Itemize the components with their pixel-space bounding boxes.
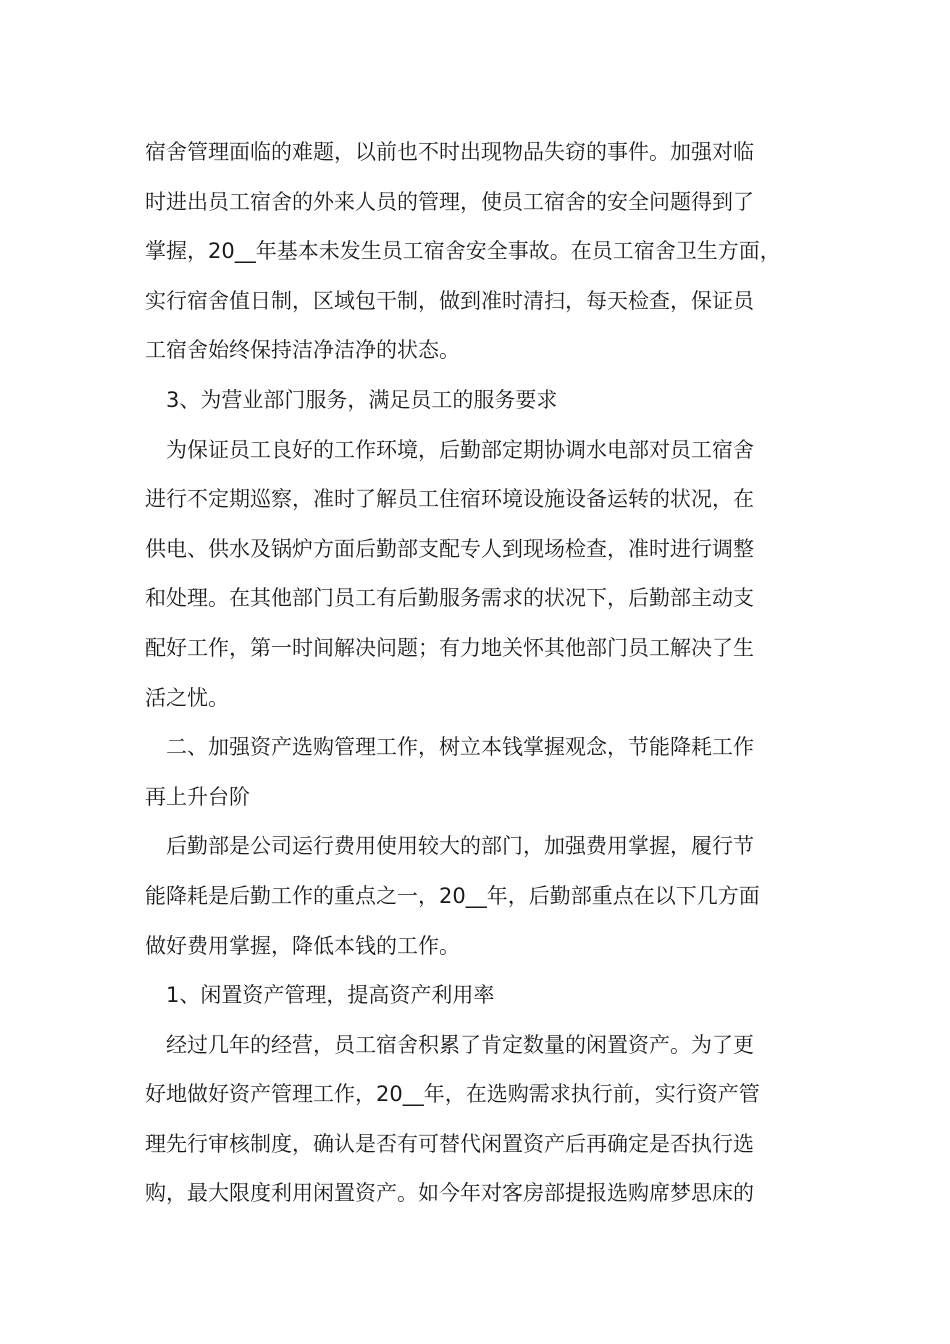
text-line: 活之忧。 <box>145 685 229 710</box>
section-heading: 二、加强资产选购管理工作，树立本钱掌握观念，节能降耗工作 <box>166 735 754 760</box>
text-line: 为保证员工良好的工作环境，后勤部定期协调水电部对员工宿舍 <box>166 437 754 462</box>
document-body <box>145 128 825 1219</box>
text-line: 和处理。在其他部门员工有后勤服务需求的状况下，后勤部主动支 <box>145 586 754 611</box>
text-line: 理先行审核制度，确认是否有可替代闲置资产后再确定是否执行选 <box>145 1131 754 1156</box>
text-line: 配好工作，第一时间解决问题；有力地关怀其他部门员工解决了生 <box>145 635 754 660</box>
text-line: 经过几年的经营，员工宿舍积累了肯定数量的闲置资产。为了更 <box>166 1032 754 1057</box>
text-line: 掌握，20__年基本未发生员工宿舍安全事故。在员工宿舍卫生方面， <box>145 239 781 264</box>
text-line: 时进出员工宿舍的外来人员的管理，使员工宿舍的安全问题得到了 <box>145 189 754 214</box>
text-line: 能降耗是后勤工作的重点之一，20__年，后勤部重点在以下几方面 <box>145 883 760 908</box>
text-line: 进行不定期巡察，准时了解员工住宿环境设施设备运转的状况，在 <box>145 487 754 512</box>
text-line: 工宿舍始终保持洁净洁净的状态。 <box>145 338 460 363</box>
text-line: 做好费用掌握，降低本钱的工作。 <box>145 933 460 958</box>
text-line: 购，最大限度利用闲置资产。如今年对客房部提报选购席梦思床的 <box>145 1181 754 1206</box>
section-heading: 1、闲置资产管理，提高资产利用率 <box>166 983 495 1008</box>
text-line: 好地做好资产管理工作，20__年，在选购需求执行前，实行资产管 <box>145 1082 760 1107</box>
text-line: 宿舍管理面临的难题，以前也不时出现物品失窃的事件。加强对临 <box>145 140 754 164</box>
text-line: 供电、供水及锅炉方面后勤部支配专人到现场检查，准时进行调整 <box>145 536 754 561</box>
text-line: 实行宿舍值日制，区域包干制，做到准时清扫，每天检查，保证员 <box>145 288 754 313</box>
text-line: 后勤部是公司运行费用使用较大的部门，加强费用掌握，履行节 <box>166 834 754 859</box>
section-heading-continued: 再上升台阶 <box>145 784 250 809</box>
section-heading: 3、为营业部门服务，满足员工的服务要求 <box>166 387 558 412</box>
